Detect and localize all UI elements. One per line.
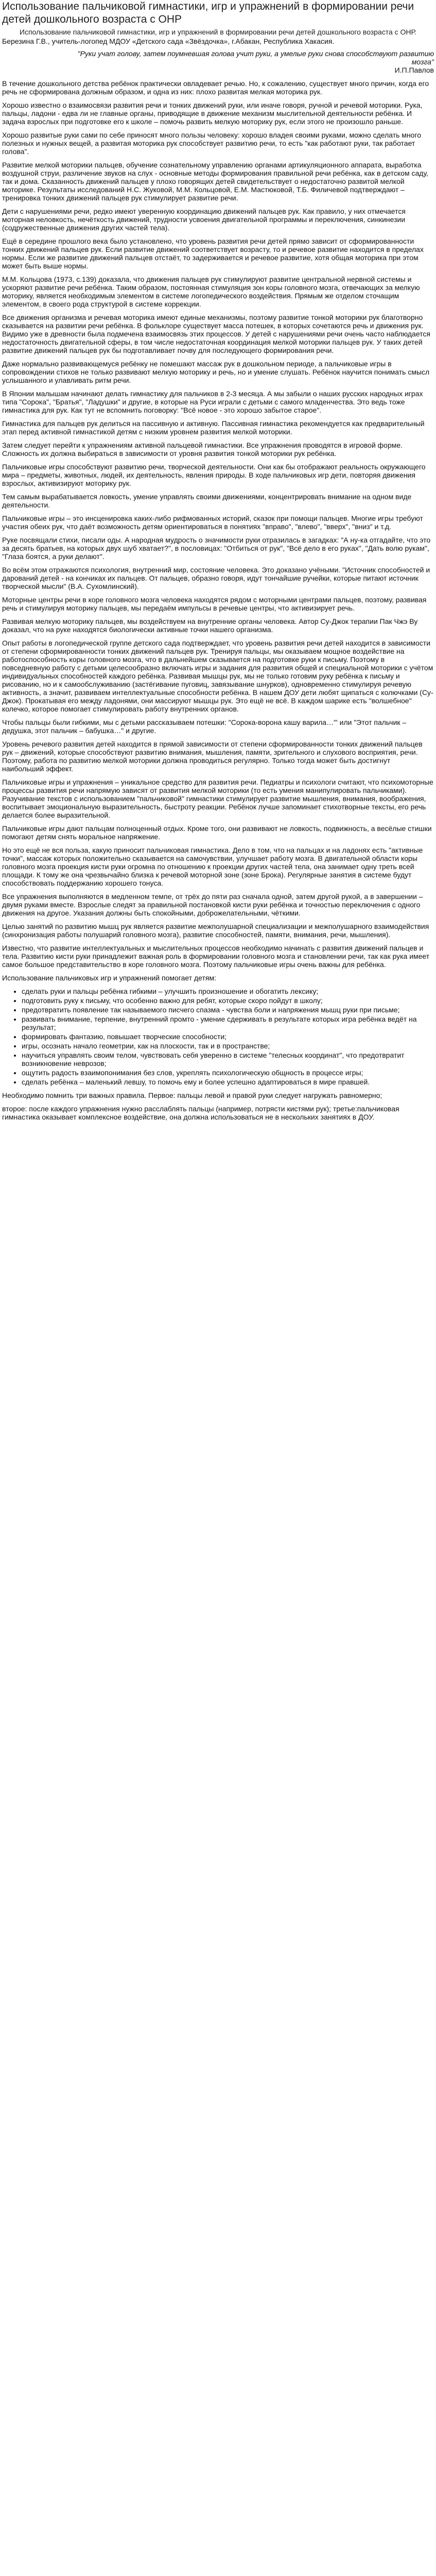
article-title: Использование пальчиковой гимнастики, игр и упражнений в формировании речи детей дошкольного возраста с ОНР — [2, 1, 414, 25]
list-item: • предотвратить появление так называемого писчего спазма - чувства боли и напряжения мышц руки при письме; — [22, 1006, 434, 1014]
paragraph: Ещё в середине прошлого века было установлено, что уровень развития речи детей прямо зависит от сформированности тонких движений пальцев рук. Если развитие движений соответствует возрасту, то и речевое развитие находится в пределах нормы. Если же развитие движений пальцев отстаёт, то задерживается и речевое развитие, хотя общая моторика при этом может быть выше нормы. — [2, 237, 424, 270]
paragraph: Уровень речевого развития детей находится в прямой зависимости от степени сформированности тонких движений пальцев рук – движений, которые способствуют развитию внимания, мышления, памяти, зрительного и слухового восприятия, речи. Поэтому, работа по развитию мелкой моторики должна проводиться регулярно. Только тогда может быть достигнут наибольший эффект. — [2, 740, 423, 773]
paragraph: Во всём этом отражаются психология, внутренний мир, состояние человека. Это доказано учёными. "Источник способностей и дарований детей - на кончиках их пальцев. От пальцев, образно говоря, идут тончайшие ручейки, которые питают источник творческой мысли" (В.А. Сухомлинский). — [2, 566, 430, 590]
list-item: • сделать ребёнка – маленький левшу, то помочь ему и более успешно адаптироваться в мире правшей. — [22, 1078, 434, 1086]
paragraph: Чтобы пальцы были гибкими, мы с детьми рассказываем потешки: "Сорока-ворона кашу варила…"' или "Этот пальчик – дедушка, этот пальчик – бабушка…" и другие. — [2, 718, 407, 735]
paragraph: Пальчиковые игры дают пальцам полноценный отдых. Кроме того, они развивают не ловкость, подвижность, а весёлые стишки помогают детям снять моральное напряжение. — [2, 824, 432, 841]
paragraph: Все упражнения выполняются в медленном темпе, от трёх до пяти раз сначала одной, затем другой рукой, а в завершении – двумя руками вместе. Взрослые следят за правильной постановкой кисти руки ребёнка и точностью переключения с одного движения на другое. Указания должны быть спокойными, доброжелательными, чёткими. — [2, 892, 423, 917]
paragraph: Развитие мелкой моторики пальцев, обучение сознательному управлению органами артикуляционного аппарата, выработка воздушной струи, различение звуков на слух - основные методы формирования правильной речи ребёнка, как в детском саду, так и дома. Сказанность движений пальцев у плохо говорящих детей свидетельствует о недостаточно развитой мелкой моторике. Результаты исследований Н.С. Жуковой, М.М. Кольцовой, Е.М. Мастюковой, Т.Б. Филичевой подтверждают – тренировка тонких движений пальцев рук стимулирует развитие речи. — [2, 161, 428, 202]
epigraph-author: И.П.Павлов — [394, 66, 434, 74]
article-subtitle: Использование пальчиковой гимнастики, игр и упражнений в формировании речи детей дошкольного возраста с ОНР. — [19, 28, 417, 36]
benefits-list — [2, 987, 434, 1086]
list-item: • научиться управлять своим телом, чувствовать себя уверенно в системе "телесных координат", что предотвратит возникновение неврозов; — [22, 1051, 434, 1067]
epigraph — [2, 49, 434, 74]
paragraph: второе: после каждого упражнения нужно расслаблять пальцы (например, потрясти кистями рук); третье:пальчиковая гимнастика оказывает комплексное воздействие, она должна использоваться не в нескольких занятиях в ДОУ. — [2, 1105, 399, 1121]
list-item: • сделать руки и пальцы ребёнка гибкими – улучшить произношение и обогатить лексику; — [22, 987, 434, 995]
paragraph: Пальчиковые игры – это инсценировка каких-либо рифмованных историй, сказок при помощи пальцев. Многие игры требуют участия обеих рук, что даёт возможность детям ориентироваться в понятиях "вправо", "влево", "вверх", "вниз" и т.д. — [2, 514, 423, 531]
paragraph: Даже нормально развивающемуся ребёнку не помешают массаж рук в дошкольном периоде, а пальчиковые игры в сопровождении стихов не только развивают мелкую моторику и речь, но и умение слушать. Ребёнок научится понимать смысл услышанного и улавливать ритм речи. — [2, 360, 430, 384]
paragraph: В течение дошкольного детства ребёнок практически овладевает речью. Но, к сожалению, существует много причин, когда его речь не сформирована должным образом, и одна из них: плохо развитая мелкая моторика рук. — [2, 79, 429, 96]
epigraph-quote: "Руки учат голову, затем поумневшая голова учит руки, а умелые руки снова способствуют развитию мозга" — [77, 49, 434, 66]
paragraph: Тем самым вырабатывается ловкость, умение управлять своими движениями, концентрировать внимание на одном виде деятельности. — [2, 493, 412, 509]
paragraph: Все движения организма и речевая моторика имеют единые механизмы, поэтому развитие тонкой моторики рук благотворно сказывается на развитии речи ребёнка. В фольклоре существует масса потешек, в которых сочетаются речь и движения рук. Видимо уже в древности была подмечена взаимосвязь этих процессов. У детей с нарушениями речи очень часто наблюдается недостаточность двигательной сферы, в том числе недостаточная координация мелкой моторики пальцев рук. У таких детей развитие движений пальцев рук бы подготавливает почву для последующего формирования речи. — [2, 313, 431, 354]
paragraph: Целью занятий по развитию мышц рук является развитие межполушарной специализации и межполушарного взаимодействия (синхронизация работы полушарий головного мозга), развитие способностей, памяти, внимания, речи, мышления). — [2, 922, 429, 939]
paragraph: Хорошо известно о взаимосвязи развития речи и тонких движений руки, или иначе говоря, ручной и речевой моторики. Рука, пальцы, ладони - едва ли не главные органы, приводящие в движение механизм мыслительной деятельности ребёнка. И задача взрослых при подготовке его к школе – помочь развить мелкую моторику рук, если этого не произошло раньше. — [2, 101, 423, 126]
paragraph: Развивая мелкую моторику пальцев, мы воздействуем на внутренние органы человека. Автор Су-Джок терапии Пак Чжэ Ву доказал, что на руке находятся биологически активные точки нашего организма. — [2, 617, 418, 634]
article-body — [2, 79, 434, 982]
paragraph: Известно, что развитие интеллектуальных и мыслительных процессов необходимо начинать с развития движений пальцев и тела. Развитию кисти руки принадлежит важная роль в формировании головного мозга и становлении речи, так как рука имеет самое большое представительство в коре головного мозга. Поэтому пальчиковые игры очень важны для ребёнка. — [2, 944, 430, 969]
list-item: • развивать внимание, терпение, внутренний промто - умение сдерживать в результате которых игра ребёнка ведёт на результат; — [22, 1015, 434, 1031]
article-conclusion — [2, 1091, 434, 1121]
list-item: • ощутить радость взаимопонимания без слов, укреплять психологическую общность в процессе игры; — [22, 1069, 434, 1077]
paragraph: Опыт работы в логопедической группе детского сада подтверждает, что уровень развития речи детей находится в зависимости от степени сформированности тонких движений пальцев рук. Тренируя пальцы, мы оказываем мощное воздействие на работоспособность коры головного мозга, что в дальнейшем сказывается на подготовке руки к письму. Поэтому в повседневную работу с детьми целесообразно включать игры и задания для развития общей и специальной моторики с учётом индивидуальных способностей каждого ребёнка. Развивая мышцы рук, мы не только готовим руку ребёнка к письму и рисованию, но и к самообслуживанию (застёгивание пуговиц, завязывание шнурков), одновременно стимулируя речевую активность, а значит, развиваем интеллектуальные способности ребёнка. В нашем ДОУ дети любят щипаться с колючками (Су-Джок). Прокатывая его между ладонями, они массируют мышцы рук. Это ещё не всё. В каждом шарике есть "волшебное" колечко, которое помогает стимулировать работу внутренних органов. — [2, 639, 433, 713]
list-item: • игры, осознать начало геометрии, как на плоскости, так и в пространстве; — [22, 1042, 434, 1050]
list-item: • подготовить руку к письму, что особенно важно для ребят, которые скоро пойдут в школу; — [22, 996, 434, 1005]
paragraph: В Японии малышам начинают делать гимнастику для пальчиков в 2-3 месяца. А мы забыли о наших русских народных играх типа "Сорока", "Братья", "Ладушки" и другие, в которые на Руси играли с детьми с самого младенчества. Это ведь тоже гимнастика для рук. Как тут не вспомнить поговорку: "Всё новое - это хорошо забытое старое". — [2, 389, 423, 414]
paragraph: Пальчиковые игры способствуют развитию речи, творческой деятельности. Они как бы отображают реальность окружающего мира – предметы, животных, людей, их деятельность, явления природы. В ходе пальчиковых игр дети, повторяя движения взрослых, активизируют моторику рук. — [2, 463, 426, 487]
paragraph: Руке посвящали стихи, писали оды. А народная мудрость о значимости руки отразилась в загадках: "А ну-ка отгадайте, что это за десять братьев, на которых двух шуб хватает?", в пословицах: "Отбиться от рук", "Всё дело в его руках", "Дать волю рукам", "Глаза боятся, а руки делают". — [2, 536, 431, 561]
paragraph: Затем следует перейти к упражнениям активной пальцевой гимнастики. Все упражнения проводятся в игровой форме. Сложность их должна выбираться в зависимости от уровня развития тонкой моторики рук ребёнка. — [2, 441, 403, 457]
paragraph: М.М. Кольцова (1973, с.139) доказала, что движения пальцев рук стимулируют развитие центральной нервной системы и ускоряют развитие речи ребёнка. Таким образом, постоянная стимуляция зон коры головного мозга, отвечающих за мелкую моторику, является необходимым элементом в системе логопедического воздействия. Прямым же отделом сточащим элементом, в своего рода структурой в системе коррекции. — [2, 275, 420, 308]
paragraph: Хорошо развитые руки сами по себе приносят много пользы человеку: хорошо владея своими руками, можно сделать много полезных и нужных вещей, а развитая моторика рук способствует развитию речи, то есть "как работают руки, так работает голова". — [2, 131, 422, 156]
paragraph: Гимнастика для пальцев рук делиться на пассивную и активную. Пассивная гимнастика рекомендуется как предварительный этап перед активной гимнастикой детям с низким уровнем развития мелкой моторики. — [2, 419, 425, 436]
paragraph: Моторные центры речи в коре головного мозга человека находятся рядом с моторными центрами пальцев, поэтому, развивая речь и стимулируя моторику пальцев, мы передаём импульсы в речевые центры, что активизирует речь. — [2, 596, 427, 612]
paragraph: Пальчиковые игры и упражнения – уникальное средство для развития речи. Педиатры и психологи считают, что психомоторные процессы развития речи напрямую зависят от развития мелкой моторики (то есть умения манипулировать пальчиками). Разучивание текстов с использованием "пальчиковой" гимнастики стимулирует развитие мышления, внимания, воображения, воспитывает эмоциональную выразительность, быстроту реакции. Ребёнок лучше запоминает стихотворные тексты, его речь делается более выразительной. — [2, 778, 433, 819]
list-item: • формировать фантазию, повышает творческие способности; — [22, 1032, 434, 1041]
paragraph: Дети с нарушениями речи, редко имеют уверенную координацию движений пальцев рук. Как правило, у них отмечается моторная неловкость, нечёткость движений, трудности усвоения двигательной программы и переключения, синкинезии (содружественные движения других частей тела). — [2, 207, 406, 232]
paragraph: Необходимо помнить три важных правила. Первое: пальцы левой и правой руки следует нагружать равномерно; — [2, 1091, 382, 1099]
article-author: Березина Г.В., учитель-логопед МДОУ «Детского сада «Звёздочка», г.Абакан, Республика Хакасия. — [2, 37, 335, 45]
paragraph: Но это ещё не вся польза, какую приносит пальчиковая гимнастика. Дело в том, что на пальцах и на ладонях есть "активные точки", массаж которых положительно сказывается на самочувствии, улучшает работу мозга. В двигательной области коры головного мозга проекция кисти руки огромна по отношению к проекции других частей тела, она занимает одну треть всей площади. К тому же она чрезвычайно близка к речевой моторной зоне (зоне Брока). Регулярные занятия в системе будут способствовать поддержанию хорошего тонуса. — [2, 846, 423, 887]
article — [0, 0, 436, 1132]
paragraph: Использование пальчиковых игр и упражнений помогает детям: — [2, 974, 216, 982]
